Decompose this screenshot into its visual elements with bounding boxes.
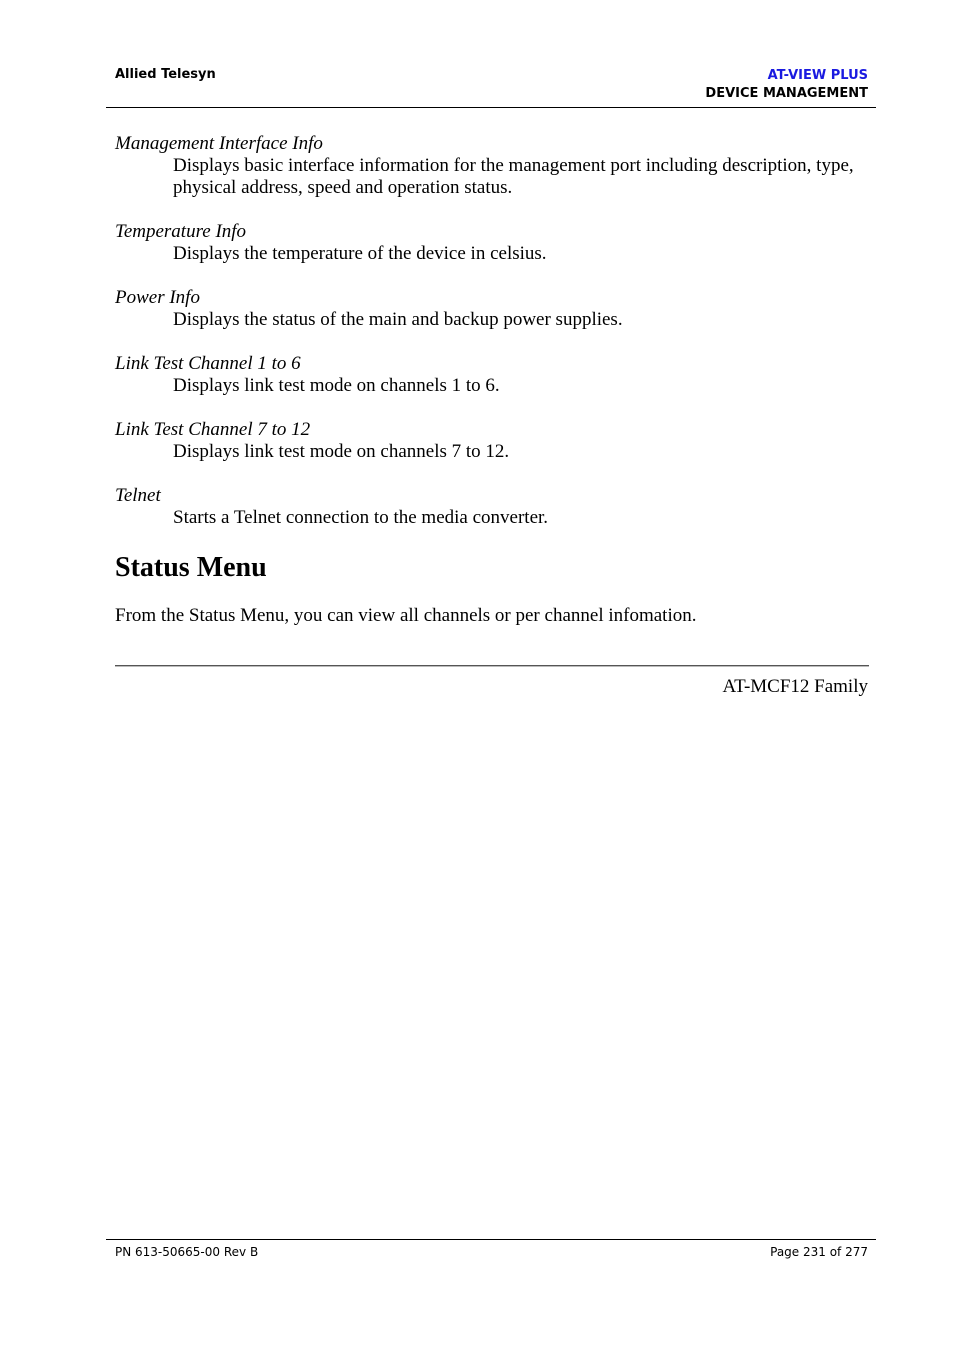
definition-description: Displays link test mode on channels 1 to 6. (173, 375, 500, 396)
main-content (115, 133, 870, 627)
definition-item (115, 287, 870, 331)
part-number: PN 613-50665-00 Rev B (115, 1245, 259, 1259)
definition-term: Power Info (115, 287, 200, 308)
definition-term: Link Test Channel 1 to 6 (115, 353, 301, 374)
content-divider (115, 665, 869, 667)
definition-description: Displays link test mode on channels 7 to 12. (173, 441, 510, 462)
definition-item (115, 419, 870, 463)
definition-term: Link Test Channel 7 to 12 (115, 419, 311, 440)
product-name: AT-VIEW PLUS (767, 68, 868, 83)
section-intro: From the Status Menu, you can view all channels or per channel infomation. (115, 605, 697, 626)
definition-term: Temperature Info (115, 221, 247, 242)
company-name: Allied Telesyn (115, 67, 216, 82)
definition-term: Management Interface Info (115, 133, 323, 154)
definition-description: Starts a Telnet connection to the media converter. (173, 507, 549, 528)
definition-item (115, 221, 870, 265)
page-number: Page 231 of 277 (770, 1245, 868, 1259)
definition-item (115, 353, 870, 397)
definition-term: Telnet (115, 485, 161, 506)
section-heading: Status Menu (115, 552, 267, 583)
section-name: DEVICE MANAGEMENT (705, 86, 868, 101)
definition-item (115, 485, 870, 529)
definition-item (115, 133, 870, 199)
definition-description: Displays basic interface information for the management port including description, type, physical address, speed and operation status. (173, 155, 854, 198)
product-family: AT-MCF12 Family (722, 676, 868, 697)
header-divider (106, 107, 876, 108)
definition-description: Displays the temperature of the device in celsius. (173, 243, 547, 264)
footer-divider (106, 1239, 876, 1240)
definition-description: Displays the status of the main and backup power supplies. (173, 309, 623, 330)
header-product-block (705, 67, 868, 103)
